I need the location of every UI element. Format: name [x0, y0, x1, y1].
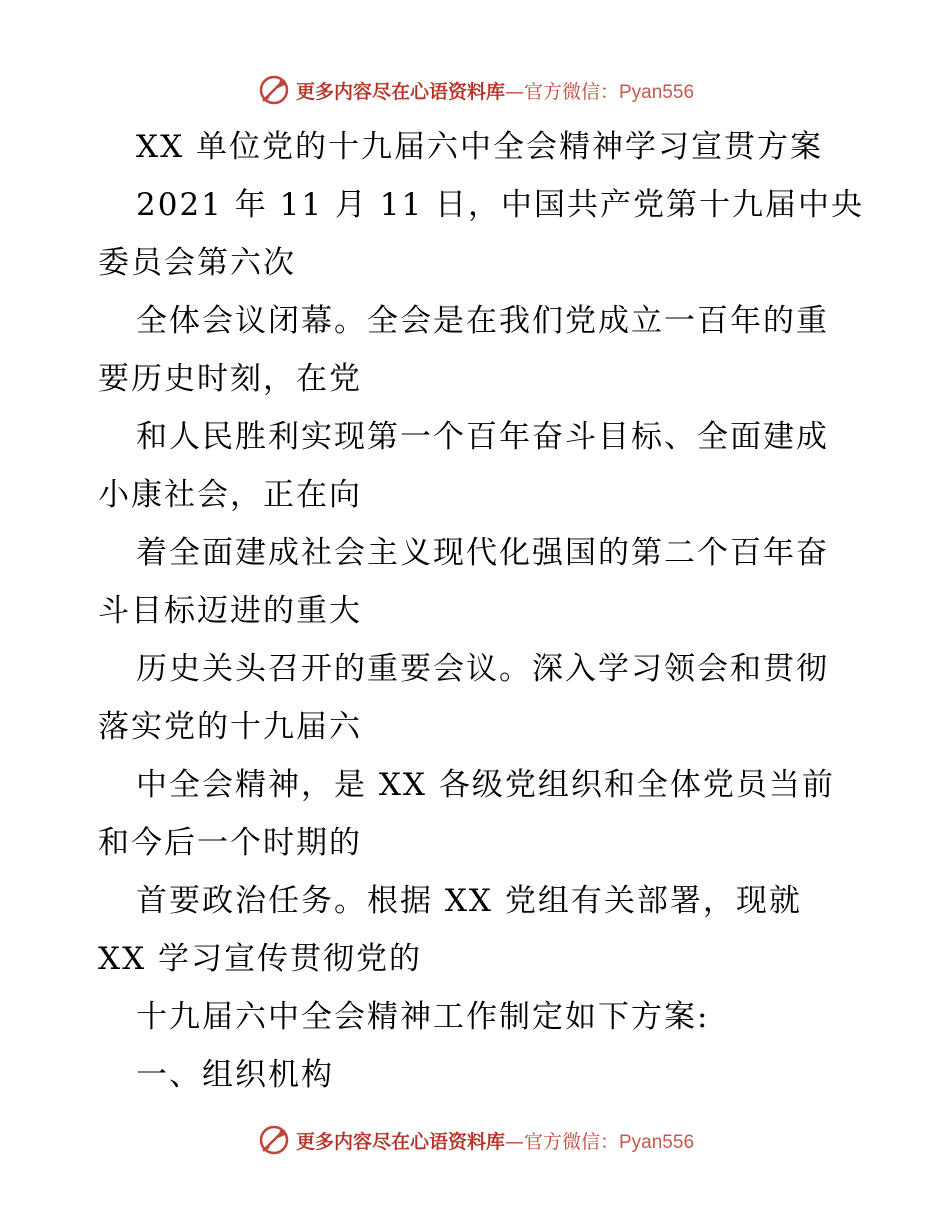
watermark-text [296, 77, 694, 104]
paragraph-line: 一、组织机构 [136, 1057, 334, 1093]
header-watermark [0, 70, 950, 110]
watermark-text [296, 1127, 694, 1154]
paragraph-line: 斗目标迈进的重大 [98, 593, 362, 629]
watermark-main-text: 更多内容尽在心语资料库 [295, 1130, 505, 1153]
paragraph-line: 首要政治任务。根据 XX 党组有关部署，现就 [136, 883, 802, 919]
paragraph-line: 2021 年 11 月 11 日，中国共产党第十九届中央 [136, 187, 865, 223]
watermark-dash: — [504, 80, 524, 103]
watermark-sub-text: 官方微信： [523, 80, 619, 103]
paragraph-line: 和今后一个时期的 [98, 825, 362, 861]
watermark-wechat-id: Pyan556 [619, 81, 695, 103]
document-title: XX 单位党的十九届六中全会精神学习宣贯方案 [136, 129, 823, 165]
watermark-sub-text: 官方微信： [523, 1130, 619, 1153]
watermark-main-text: 更多内容尽在心语资料库 [295, 80, 505, 103]
quill-pen-logo-icon [256, 1122, 292, 1158]
paragraph-line: 落实党的十九届六 [98, 709, 362, 745]
paragraph-line: 全体会议闭幕。全会是在我们党成立一百年的重 [136, 303, 829, 339]
quill-pen-logo-icon [256, 72, 292, 108]
paragraph-line: 中全会精神，是 XX 各级党组织和全体党员当前 [136, 767, 835, 803]
footer-watermark [0, 1120, 950, 1160]
paragraph-line: 要历史时刻，在党 [98, 361, 362, 397]
paragraph-line: 和人民胜利实现第一个百年奋斗目标、全面建成 [136, 419, 829, 455]
paragraph-line: 着全面建成社会主义现代化强国的第二个百年奋 [136, 535, 829, 571]
watermark-wechat-id: Pyan556 [619, 1131, 695, 1153]
paragraph-line: 十九届六中全会精神工作制定如下方案: [136, 999, 710, 1035]
paragraph-line: 历史关头召开的重要会议。深入学习领会和贯彻 [136, 651, 829, 687]
watermark-dash: — [504, 1130, 524, 1153]
paragraph-line: 小康社会，正在向 [98, 477, 362, 513]
paragraph-line: XX 学习宣传贯彻党的 [98, 941, 422, 977]
paragraph-line: 委员会第六次 [98, 245, 296, 281]
document-body [98, 118, 865, 1104]
